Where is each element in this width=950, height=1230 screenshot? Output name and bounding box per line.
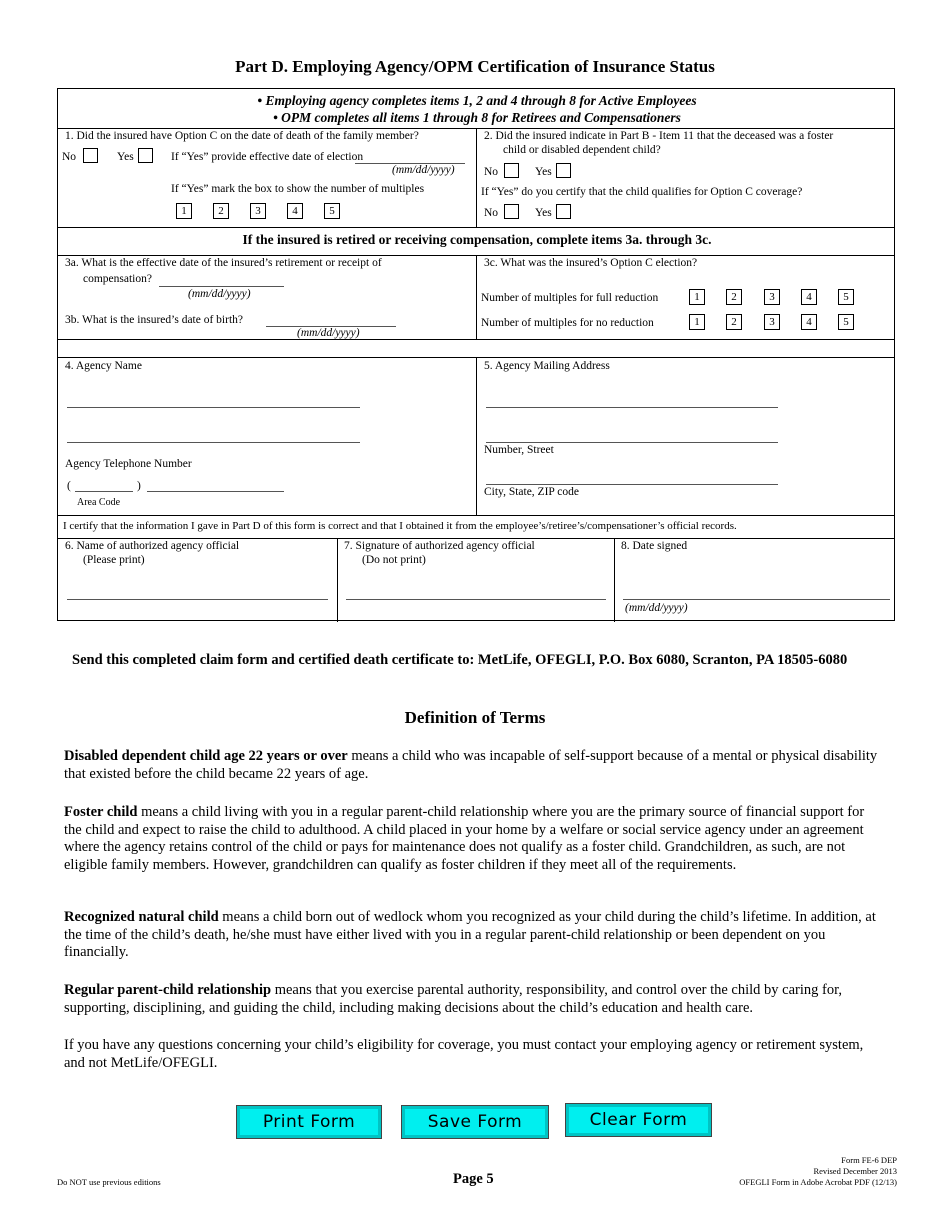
street-label: Number, Street [484,444,554,456]
item1-date-hint: (mm/dd/yyyy) [392,164,455,176]
item1-no-label: No [62,151,77,163]
date-signed-input[interactable] [623,599,890,600]
definition-text: means a child living with you in a regular parent-child relationship where you are the primary source of financial support for the child and expect to raise the child to adulthood. A child placed in your home by a welfare or social service agency under an agreement where the agency retains control of the child or pays for maintenance does not qualify as a foster child. Grandchildren, as such, are not eligible family members. However, grandchildren can qualify as foster children if they meet all of the requirements. [64,804,865,873]
agency-phone-label: Agency Telephone Number [65,458,192,470]
definition-foster-child [64,804,884,874]
item1-multiple-5[interactable]: 5 [324,203,340,219]
divider [476,255,477,339]
item2-question: 2. Did the insured indicate in Part B - Item 11 that the deceased was a foster [484,130,834,142]
send-to-instruction: Send this completed claim form and certified death certificate to: MetLife, OFEGLI, P.O. Box 6080, Scranton, PA 18505-6080 [72,652,848,668]
item1-multiple-3[interactable]: 3 [250,203,266,219]
item3c-full-2[interactable]: 2 [726,289,742,305]
footer-edition-note: Do NOT use previous editions [57,1177,161,1187]
item1-multiple-2[interactable]: 2 [213,203,229,219]
certify-statement: I certify that the information I gave in Part D of this form is correct and that I obtained it from the employee’s/retiree’s/compensationer’s official records. [63,520,737,532]
instruction-active: • Employing agency completes items 1, 2 and 4 through 8 for Active Employees [257,93,697,108]
item3c-full-label: Number of multiples for full reduction [481,292,659,304]
item1-question: 1. Did the insured have Option C on the date of death of the family member? [65,130,419,142]
item2-certify-label: If “Yes” do you certify that the child qualifies for Option C coverage? [481,186,803,198]
official-name-input[interactable] [67,599,328,600]
phone-close-paren: ) [137,480,141,492]
definition-term: Regular parent-child relationship [64,982,272,998]
item1-yes-label: Yes [117,151,134,163]
item3c-full-4[interactable]: 4 [801,289,817,305]
phone-number-input[interactable] [147,491,284,492]
city-state-zip-label: City, State, ZIP code [484,486,579,498]
item1-multiple-1[interactable]: 1 [176,203,192,219]
item2-yes-checkbox[interactable] [556,163,571,178]
item2-no-checkbox[interactable] [504,163,519,178]
definition-term: Disabled dependent child age 22 years or over [64,748,348,764]
street-input[interactable] [486,442,778,443]
definition-parent-child-relationship [64,982,884,1017]
item3c-full-1[interactable]: 1 [689,289,705,305]
phone-open-paren: ( [67,480,71,492]
item3b-question: 3b. What is the insured’s date of birth? [65,314,243,326]
divider [337,538,338,622]
definition-term: Recognized natural child [64,909,219,925]
item7-sublabel: (Do not print) [362,554,426,566]
date-signed-hint: (mm/dd/yyyy) [625,602,688,614]
item3c-none-3[interactable]: 3 [764,314,780,330]
footer-form-id: Form FE-6 DEP [841,1155,897,1165]
page-number: Page 5 [453,1171,494,1187]
mailing-address-input-1[interactable] [486,407,778,408]
item1-no-checkbox[interactable] [83,148,98,163]
item2-certify-no-checkbox[interactable] [504,204,519,219]
item3c-none-label: Number of multiples for no reduction [481,317,654,329]
agency-name-input-2[interactable] [67,442,360,443]
item3b-date-hint: (mm/dd/yyyy) [297,327,360,339]
footer-revised: Revised December 2013 [813,1166,897,1176]
definitions-closing-note: If you have any questions concerning your child’s eligibility for coverage, you must contact your employing agency or retirement system, and not MetLife/OFEGLI. [64,1037,864,1071]
agency-name-input-1[interactable] [67,407,360,408]
retired-heading: If the insured is retired or receiving compensation, complete items 3a. through 3c. [242,232,712,247]
item2-question-cont: child or disabled dependent child? [503,144,661,156]
item3a-date-hint: (mm/dd/yyyy) [188,288,251,300]
save-form-button[interactable]: Save Form [402,1106,548,1138]
item3c-full-3[interactable]: 3 [764,289,780,305]
definitions-heading: Definition of Terms [404,708,546,727]
item6-sublabel: (Please print) [83,554,145,566]
definition-text: means a child born out of wedlock whom you recognized as your child during the child’s lifetime. In addition, at the time of the child’s death, he/she must have either lived with you in a regular parent-child relationship or been dependent on you financially. [64,909,876,960]
item2-certify-no-label: No [484,207,499,219]
clear-form-button[interactable]: Clear Form [566,1104,711,1136]
item3c-none-4[interactable]: 4 [801,314,817,330]
item5-label: 5. Agency Mailing Address [484,360,610,372]
item3a-question: 3a. What is the effective date of the insured’s retirement or receipt of [65,257,382,269]
divider [58,227,894,228]
item6-label: 6. Name of authorized agency official [65,540,240,552]
item8-label: 8. Date signed [621,540,688,552]
item4-label: 4. Agency Name [65,360,142,372]
item2-certify-yes-label: Yes [535,207,552,219]
item7-label: 7. Signature of authorized agency official [344,540,535,552]
definition-text: means that you exercise parental authority, responsibility, and control over the child by caring for, supporting, disciplining, and guiding the child, including making decisions about the child’s education and health care. [64,982,842,1016]
item3c-none-5[interactable]: 5 [838,314,854,330]
item3c-none-2[interactable]: 2 [726,314,742,330]
official-signature-input[interactable] [346,599,606,600]
area-code-label: Area Code [77,497,121,508]
divider [58,339,894,340]
definition-term: Foster child [64,804,138,820]
page-title: Part D. Employing Agency/OPM Certification of Insurance Status [235,57,715,76]
item1-multiple-4[interactable]: 4 [287,203,303,219]
item3c-question: 3c. What was the insured’s Option C election? [484,257,698,269]
footer-pdf-note: OFEGLI Form in Adobe Acrobat PDF (12/13) [739,1177,897,1187]
definition-disabled-child [64,748,884,783]
item1-multiples-label: If “Yes” mark the box to show the number of multiples [171,183,425,195]
definition-recognized-child [64,909,884,962]
print-form-button[interactable]: Print Form [237,1106,381,1138]
area-code-input[interactable] [75,491,133,492]
divider [58,538,894,539]
definition-text: means a child who was incapable of self-support because of a mental or physical disability that existed before the child became 22 years of age. [64,748,878,782]
item1-yes-checkbox[interactable] [138,148,153,163]
item2-yes-label: Yes [535,166,552,178]
part-d-form [57,88,895,621]
divider [476,357,477,515]
item3c-full-5[interactable]: 5 [838,289,854,305]
item1-date-label: If “Yes” provide effective date of election [171,151,364,163]
divider [476,128,477,227]
item3a-date-input[interactable] [159,286,284,287]
divider [58,515,894,516]
divider [614,538,615,622]
item3c-none-1[interactable]: 1 [689,314,705,330]
city-state-zip-input[interactable] [486,484,778,485]
item2-certify-yes-checkbox[interactable] [556,204,571,219]
item2-no-label: No [484,166,499,178]
instruction-opm: • OPM completes all items 1 through 8 for Retirees and Compensationers [273,110,681,125]
item3a-question-cont: compensation? [83,273,152,285]
